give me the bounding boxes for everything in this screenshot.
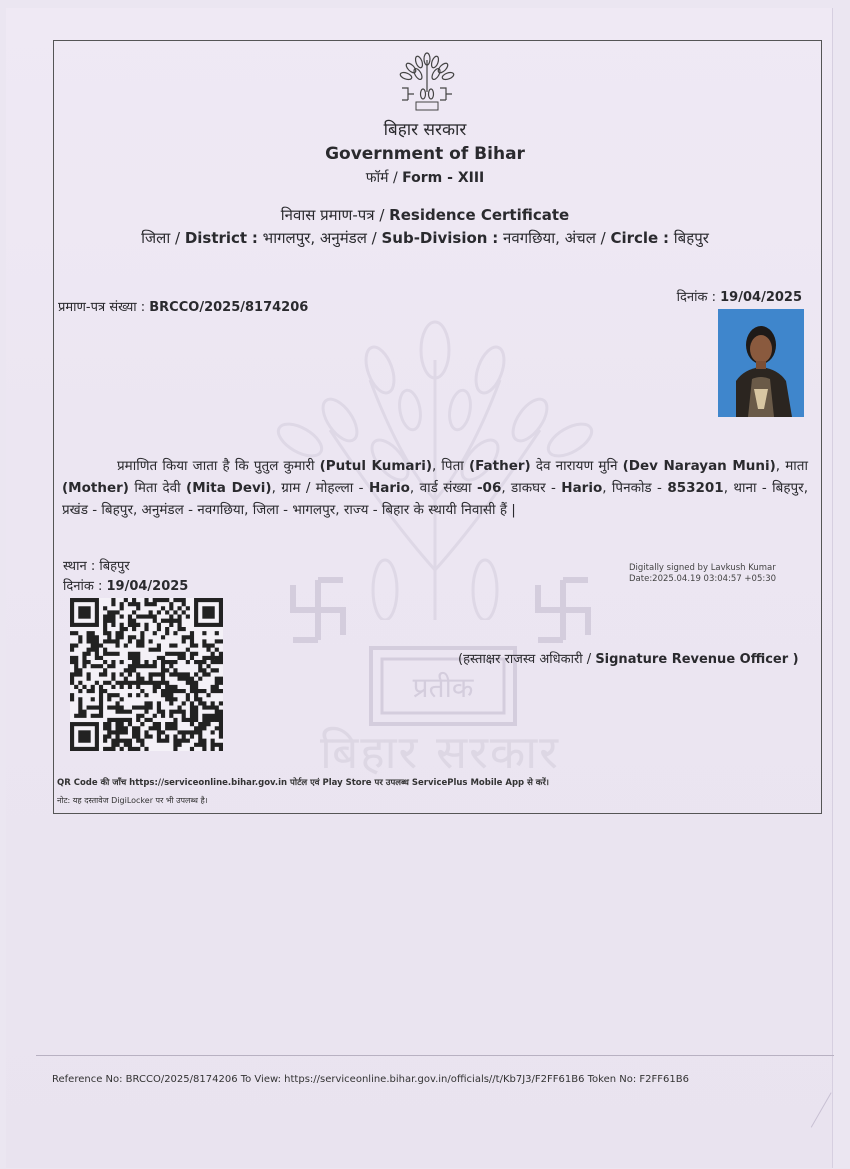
signature-officer-label: (हस्ताक्षर राजस्व अधिकारी / Signature Revenue Officer ) [458, 652, 799, 667]
circle-label-en: Circle [610, 229, 659, 247]
footer-divider [36, 1055, 834, 1056]
jurisdiction-line: जिला / District : भागलपुर, अनुमंडल / Sub-Division : नवगछिया, अंचल / Circle : बिहपुर [141, 229, 709, 247]
person-photo-icon [718, 309, 804, 417]
ward-number: -06 [476, 480, 502, 496]
bihar-emblem-icon [394, 52, 460, 112]
village-name: Hario [368, 480, 410, 496]
certificate-title [0, 205, 850, 225]
circle-label-hindi: अंचल [564, 229, 596, 247]
father-name: (Dev Narayan Muni) [622, 458, 776, 474]
cert-title-separator: / [374, 206, 390, 224]
date-bottom-value: 19/04/2025 [106, 579, 189, 594]
district-label-hindi: जिला [141, 229, 171, 247]
cert-title-hindi: निवास प्रमाण-पत्र [280, 206, 375, 224]
government-title: Government of Bihar [325, 144, 525, 164]
subdivision-label-en: Sub-Division [381, 229, 488, 247]
form-label-hindi: फॉर्म [365, 170, 389, 186]
district-value: भागलपुर [262, 229, 311, 247]
applicant-photo [718, 309, 804, 417]
circle-value: बिहपुर [673, 229, 709, 247]
mother-name: (Mita Devi) [186, 480, 272, 496]
date-value: 19/04/2025 [720, 290, 802, 305]
subdivision-label-hindi: अनुमंडल [319, 229, 367, 247]
cert-number-label: प्रमाण-पत्र संख्या : [58, 300, 150, 315]
pincode: 853201 [667, 480, 724, 496]
watermark-text: बिहार सरकार [320, 725, 560, 779]
certificate-body: प्रमाणित किया जाता है कि पुतुल कुमारी (Putul Kumari), पिता (Father) देव नारायण मुनि (Dev Narayan Muni), माता (Mother) मिता देवी (Mita Devi), ग्राम / मोहल्ला - Hario, वार्ड संख्या -06, डाकघर - Hario, पिनकोड - 853201, थाना - बिहपुर, प्रखंड - बिहपुर, अनुमंडल - नवगछिया, जिला - भागलपुर, राज्य - बिहार के स्थायी निवासी हैं | [62, 458, 808, 518]
certificate-number [58, 297, 308, 315]
digital-signature-name: Digitally signed by Lavkush Kumar [629, 563, 776, 573]
place-value: बिहपुर [99, 559, 130, 574]
form-number [0, 168, 850, 187]
watermark-seal-text: प्रतीक [412, 671, 474, 704]
watermark-swastika-left-icon [283, 575, 353, 645]
digilocker-note: नोट: यह दस्तावेज DigiLocker पर भी उपलब्ध है। [57, 796, 208, 805]
watermark-swastika-right-icon [528, 575, 598, 645]
qr-verification-note: QR Code की जाँच https://serviceonline.bihar.gov.in पोर्टल एवं Play Store पर उपलब्ध ServicePlus Mobile App से करें। [57, 778, 550, 788]
post-office: Hario [561, 480, 603, 496]
state-title-hindi: बिहार सरकार [383, 120, 467, 140]
form-separator: / [388, 170, 403, 186]
reference-footer: Reference No: BRCCO/2025/8174206 To View: https://serviceonline.bihar.gov.in/officials//t/Kb7J3/F2FF61B6 Token No: F2FF61B6 [52, 1074, 689, 1085]
subdivision-value: नवगछिया [503, 229, 556, 247]
digital-signature [629, 563, 776, 585]
applicant-name: (Putul Kumari) [319, 458, 432, 474]
form-label-en: Form - XIII [402, 170, 485, 186]
district-label-en: District [184, 229, 248, 247]
digital-signature-date: Date:2025.04.19 03:04:57 +05:30 [629, 574, 777, 584]
qr-code-icon[interactable] [70, 598, 223, 751]
cert-title-en: Residence Certificate [389, 206, 570, 224]
issue-date-top [677, 287, 802, 305]
cert-number-value: BRCCO/2025/8174206 [149, 300, 309, 315]
date-label: दिनांक : [676, 290, 721, 305]
issue-place: स्थान : बिहपुर [63, 559, 130, 574]
issue-date-bottom: दिनांक : 19/04/2025 [63, 579, 189, 594]
